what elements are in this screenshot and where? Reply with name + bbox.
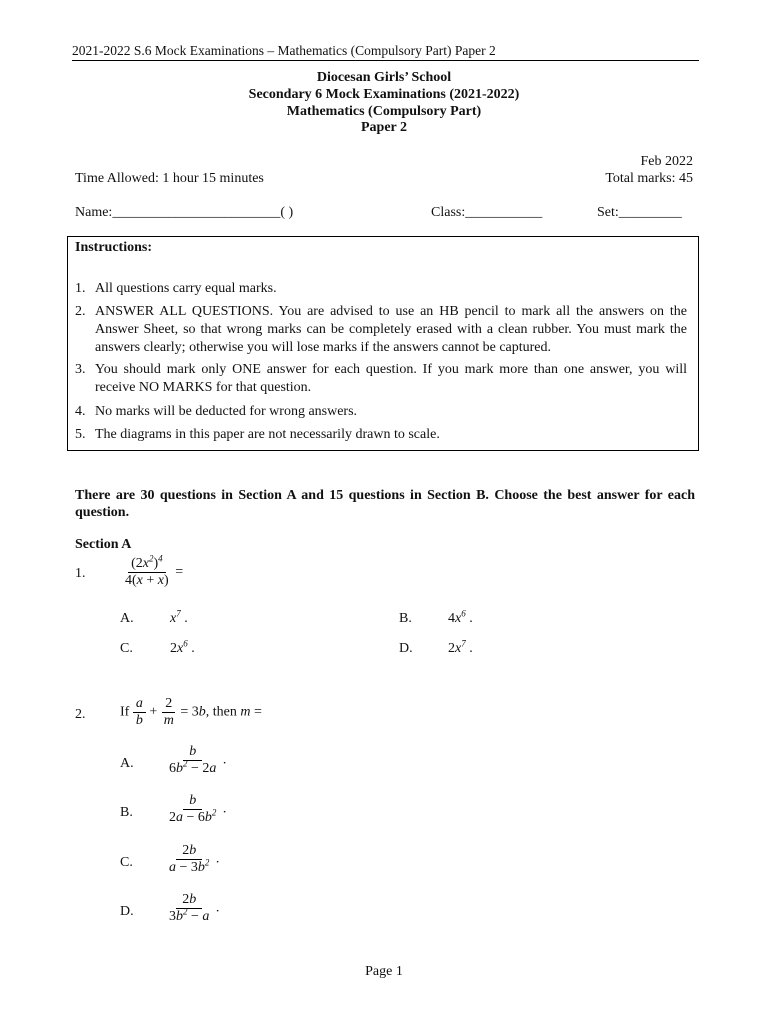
instruction-item bbox=[75, 426, 687, 444]
paper-title: Paper 2 bbox=[360, 120, 407, 135]
instruction-text: No marks will be deducted for wrong answers. bbox=[95, 404, 358, 419]
page-number: Page 1 bbox=[365, 964, 403, 979]
q2-then-word: , then bbox=[205, 704, 237, 720]
question-2-expression: If $\frac{a}{b}$ + $\frac{2}{m}$ = 3b, then m = bbox=[120, 696, 262, 728]
exam-date: Feb 2022 bbox=[640, 154, 693, 169]
q1-option-c-label: C. bbox=[120, 641, 133, 656]
q1-option-a: $x^7$ . bbox=[170, 608, 188, 626]
q1-option-c: $2x^6$ . bbox=[170, 638, 195, 656]
q2-if-word: If bbox=[120, 704, 130, 720]
set-field: Set:_________ bbox=[597, 205, 682, 220]
time-allowed: Time Allowed: 1 hour 15 minutes bbox=[75, 171, 264, 186]
name-field: Name:________________________( ) bbox=[75, 205, 294, 220]
q2-option-d: $\frac{2b}{3b^2 - a}$ . bbox=[169, 892, 220, 924]
question-1-expression: $\frac{(2x^2)^4}{4(x + x)}$ = bbox=[125, 553, 184, 588]
instruction-number: 1. bbox=[75, 281, 86, 296]
total-marks: Total marks: 45 bbox=[605, 171, 693, 186]
instruction-item bbox=[75, 403, 687, 421]
q2-option-a-label: A. bbox=[120, 756, 134, 771]
instructions-title: Instructions: bbox=[75, 240, 153, 255]
instruction-number: 3. bbox=[75, 362, 86, 377]
instruction-number: 5. bbox=[75, 427, 86, 442]
q2-option-d-label: D. bbox=[120, 904, 134, 919]
q1-option-a-label: A. bbox=[120, 611, 134, 626]
instruction-item bbox=[75, 303, 687, 357]
instruction-number: 2. bbox=[75, 304, 86, 319]
q2-option-b-label: B. bbox=[120, 805, 133, 820]
subject-title: Mathematics (Compulsory Part) bbox=[286, 104, 482, 119]
q2-option-c: $\frac{2b}{a - 3b^2}$ . bbox=[169, 843, 220, 875]
q1-option-b-label: B. bbox=[399, 611, 412, 626]
instruction-text: All questions carry equal marks. bbox=[95, 281, 277, 296]
q1-option-d: $2x^7$ . bbox=[448, 638, 473, 656]
running-header: 2021-2022 S.6 Mock Examinations – Mathematics (Compulsory Part) Paper 2 bbox=[72, 43, 699, 61]
class-field: Class:___________ bbox=[431, 205, 543, 220]
q1-option-d-label: D. bbox=[399, 641, 413, 656]
instruction-text: The diagrams in this paper are not necessarily drawn to scale. bbox=[95, 427, 440, 442]
question-2-number: 2. bbox=[75, 707, 86, 722]
instruction-text: You should mark only ONE answer for each question. If you mark more than one answer, you will receive NO MARKS for that question. bbox=[95, 362, 687, 395]
section-a-heading: Section A bbox=[75, 537, 132, 552]
q2-option-c-label: C. bbox=[120, 855, 133, 870]
q2-option-b: $\frac{b}{2a - 6b^2}$ . bbox=[169, 793, 227, 825]
question-1-number: 1. bbox=[75, 566, 86, 581]
school-name: Diocesan Girls’ School bbox=[316, 70, 452, 85]
section-intro: There are 30 questions in Section A and 15 questions in Section B. Choose the best answer for each question. bbox=[75, 488, 695, 520]
q2-option-a: $\frac{b}{6b^2 - 2a}$ . bbox=[169, 744, 227, 776]
q1-option-b: $4x^6$ . bbox=[448, 608, 473, 626]
instruction-item bbox=[75, 361, 687, 397]
instruction-number: 4. bbox=[75, 404, 86, 419]
instruction-text: ANSWER ALL QUESTIONS. You are advised to use an HB pencil to mark all the answers on the Answer Sheet, so that wrong marks can be completely erased with a clean rubber. You must mark the answers clearly; otherwise you will lose marks if the answers cannot be captured. bbox=[95, 304, 687, 355]
exam-title: Secondary 6 Mock Examinations (2021-2022) bbox=[248, 87, 520, 102]
instruction-item bbox=[75, 280, 687, 298]
